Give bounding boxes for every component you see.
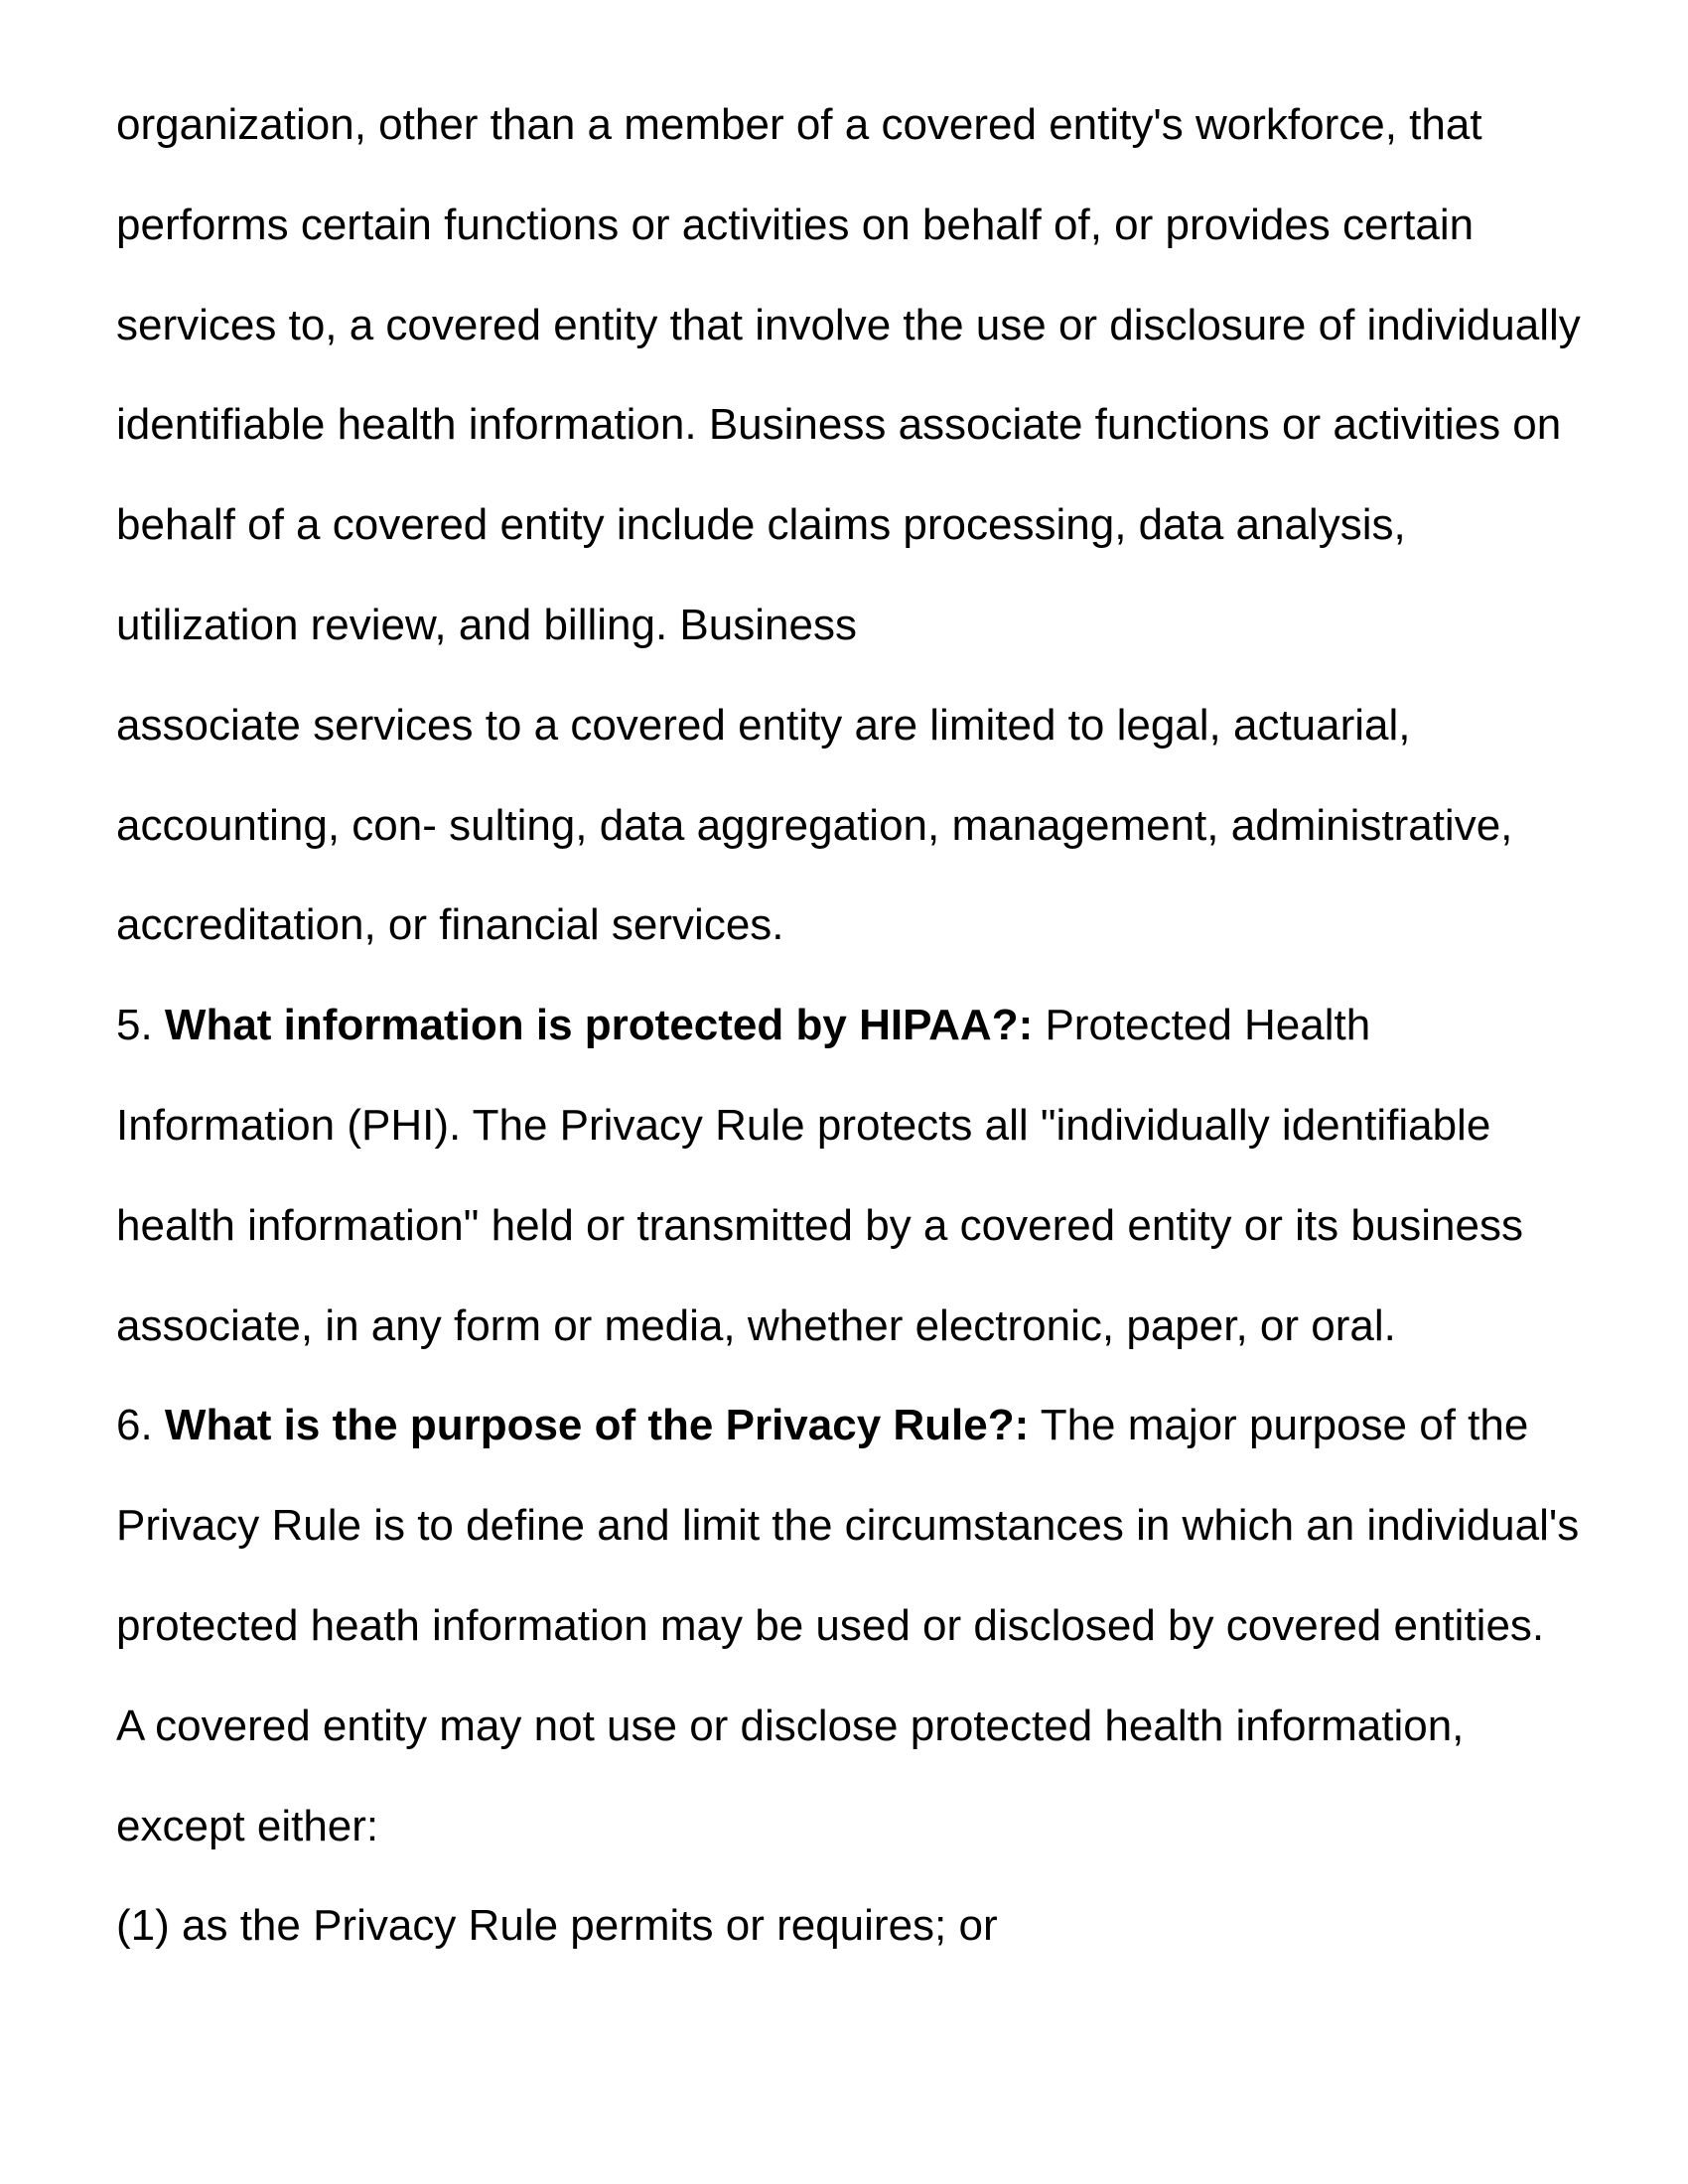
body-text-line: associate, in any form or media, whether electronic, paper, or oral.: [116, 1301, 1396, 1350]
body-text-line: behalf of a covered entity include claims processing, data analysis,: [116, 500, 1406, 549]
body-text-line: accounting, con- sulting, data aggregation, management, administrative,: [116, 801, 1513, 850]
question-5-line: [116, 996, 1586, 1055]
body-text-line: Information (PHI). The Privacy Rule protects all "individually identifiable: [116, 1101, 1491, 1150]
question-heading: What information is protected by HIPAA?:: [164, 1001, 1034, 1049]
body-text-line: except either:: [116, 1802, 379, 1850]
body-text-line: accreditation, or financial services.: [116, 900, 784, 949]
question-heading: What is the purpose of the Privacy Rule?:: [164, 1401, 1030, 1449]
answer-text: Protected Health: [1033, 1001, 1371, 1049]
body-text-line: utilization review, and billing. Business: [116, 601, 857, 649]
body-text-line: A covered entity may not use or disclose protected health information,: [116, 1702, 1465, 1750]
body-text-line: Privacy Rule is to define and limit the circumstances in which an individual's: [116, 1501, 1580, 1550]
body-text-line: associate services to a covered entity are limited to legal, actuarial,: [116, 701, 1411, 750]
body-text-line: identifiable health information. Business associate functions or activities on: [116, 400, 1562, 449]
body-text-line: services to, a covered entity that involve the use or disclosure of individually: [116, 301, 1581, 349]
body-text-line: performs certain functions or activities on behalf of, or provides certain: [116, 201, 1475, 249]
question-number: 6.: [116, 1401, 165, 1449]
body-text-line: health information" held or transmitted by a covered entity or its business: [116, 1201, 1524, 1250]
body-text-line: (1) as the Privacy Rule permits or requires; or: [116, 1901, 998, 1950]
answer-text: The major purpose of the: [1029, 1401, 1529, 1449]
question-6-line: [116, 1396, 1586, 1455]
question-number: 5.: [116, 1001, 165, 1049]
body-text-line: organization, other than a member of a covered entity's workforce, that: [116, 100, 1482, 149]
body-text-line: protected heath information may be used or disclosed by covered entities.: [116, 1601, 1545, 1650]
